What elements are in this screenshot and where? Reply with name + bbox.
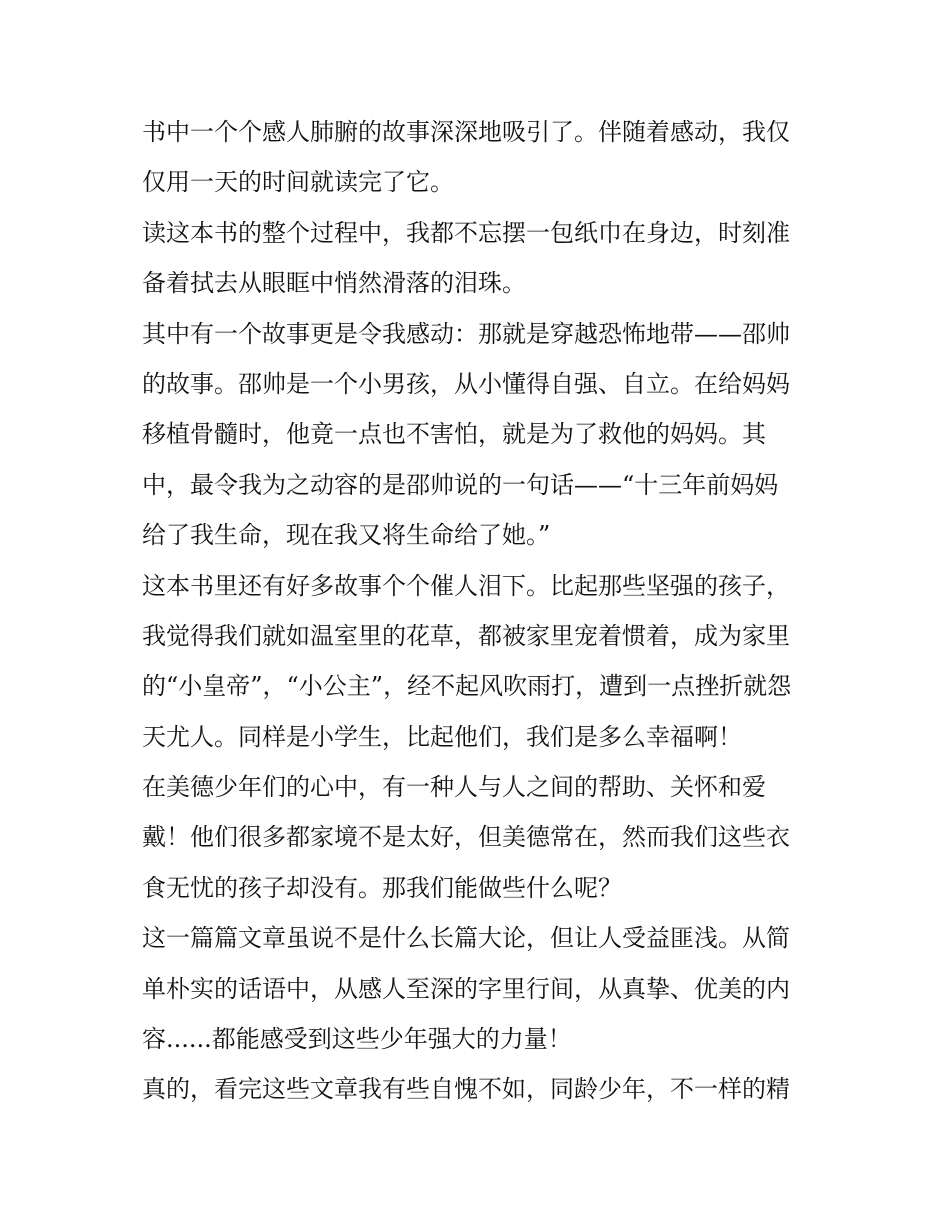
text-line: 仅用一天的时间就读完了它。 bbox=[142, 168, 454, 197]
text-line: 的故事。邵帅是一个小男孩，从小懂得自强、自立。在给妈妈 bbox=[142, 369, 790, 398]
text-line: 单朴实的话语中，从感人至深的字里行间，从真挚、优美的内 bbox=[142, 974, 790, 1003]
text-line: 在美德少年们的心中，有一种人与人之间的帮助、关怀和爱 bbox=[142, 773, 766, 802]
text-line: 我觉得我们就如温室里的花草，都被家里宠着惯着，成为家里 bbox=[142, 621, 790, 650]
text-line: 的“小皇帝”，“小公主”，经不起风吹雨打，遭到一点挫折就怨 bbox=[142, 672, 792, 701]
text-line: 其中有一个故事更是令我感动：那就是穿越恐怖地带——邵帅 bbox=[142, 319, 790, 348]
text-line: 这一篇篇文章虽说不是什么长篇大论，但让人受益匪浅。从简 bbox=[142, 924, 790, 953]
text-line: 备着拭去从眼眶中悄然滑落的泪珠。 bbox=[142, 269, 526, 298]
body-text bbox=[142, 107, 822, 1115]
text-line: 中，最令我为之动容的是邵帅说的一句话——“十三年前妈妈 bbox=[142, 470, 779, 499]
text-line: 给了我生命，现在我又将生命给了她。” bbox=[142, 521, 551, 550]
text-line: 食无忧的孩子却没有。那我们能做些什么呢？ bbox=[142, 873, 622, 902]
text-line: 戴！他们很多都家境不是太好，但美德常在，然而我们这些衣 bbox=[142, 823, 790, 852]
text-line: 真的，看完这些文章我有些自愧不如，同龄少年，不一样的精 bbox=[142, 1075, 790, 1104]
text-line: 这本书里还有好多故事个个催人泪下。比起那些坚强的孩子， bbox=[142, 571, 790, 600]
text-line: 天尤人。同样是小学生，比起他们，我们是多么幸福啊！ bbox=[142, 722, 742, 751]
text-line: 读这本书的整个过程中，我都不忘摆一包纸巾在身边，时刻准 bbox=[142, 218, 790, 247]
text-line: 容......都能感受到这些少年强大的力量！ bbox=[142, 1025, 572, 1054]
text-line: 书中一个个感人肺腑的故事深深地吸引了。伴随着感动，我仅 bbox=[142, 118, 790, 146]
text-line: 移植骨髓时，他竟一点也不害怕，就是为了救他的妈妈。其 bbox=[142, 420, 766, 449]
